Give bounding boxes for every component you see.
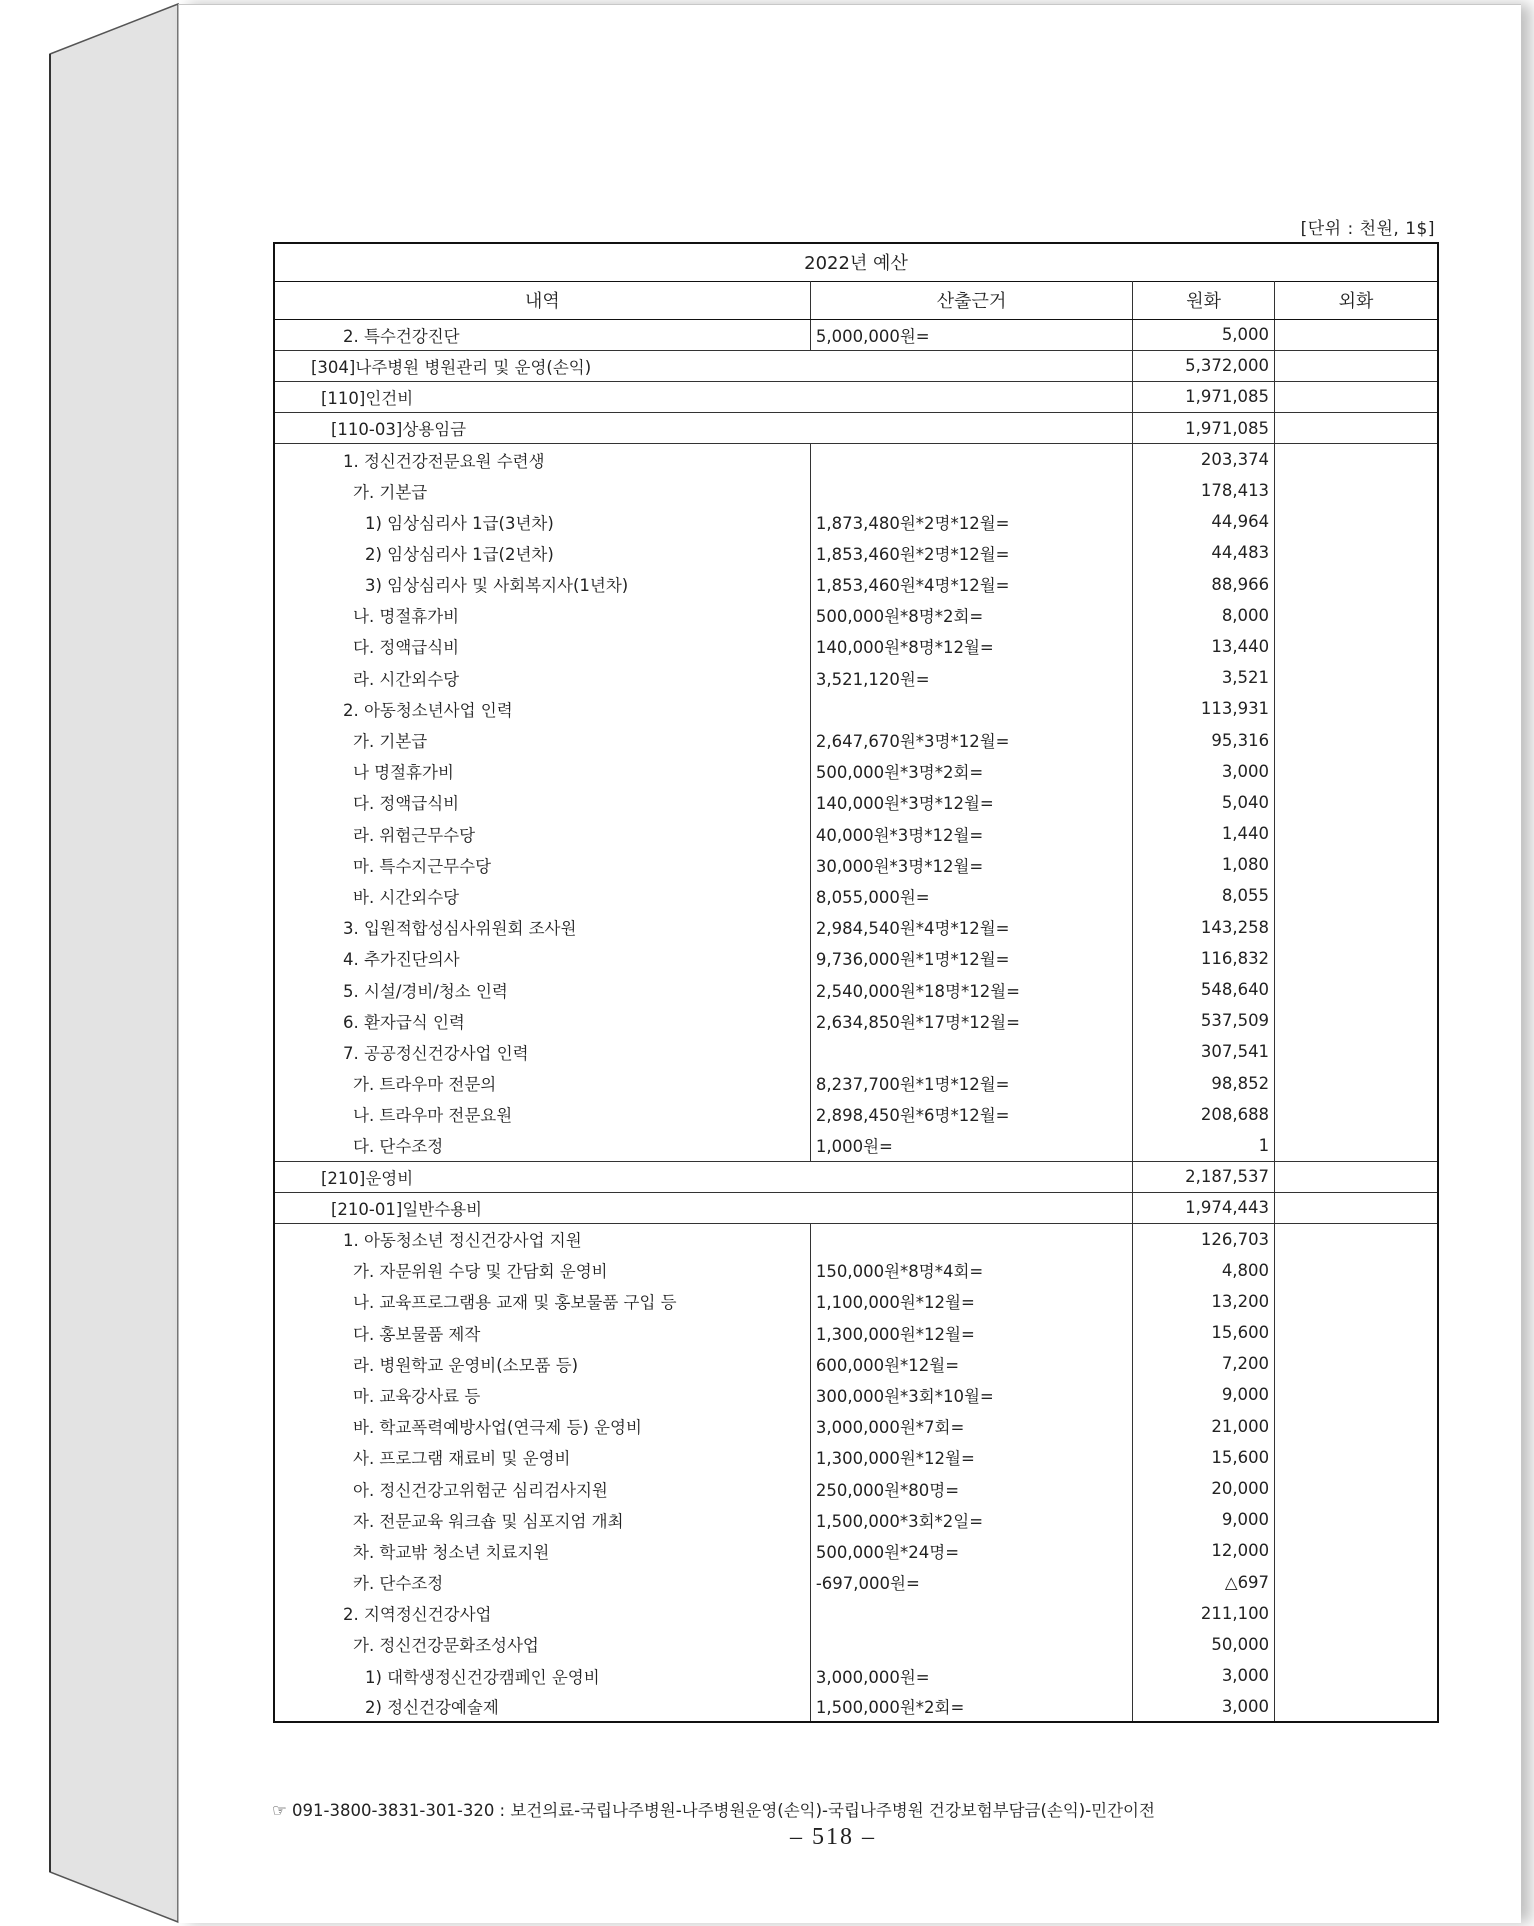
table-row (274, 1535, 1438, 1566)
row-fx-amount (1275, 1036, 1438, 1067)
row-krw-amount: 88,966 (1133, 569, 1275, 600)
row-krw-amount: 307,541 (1133, 1036, 1275, 1067)
row-krw-amount: 98,852 (1133, 1068, 1275, 1099)
row-krw-amount: 1,080 (1133, 849, 1275, 880)
row-basis (810, 475, 1132, 506)
row-basis (810, 1629, 1132, 1660)
row-fx-amount (1275, 1068, 1438, 1099)
row-basis: 1,853,460원*2명*12월= (810, 537, 1132, 568)
row-basis: 1,300,000원*12월= (810, 1317, 1132, 1348)
row-krw-amount: 3,000 (1133, 1660, 1275, 1691)
row-basis: 140,000원*3명*12월= (810, 787, 1132, 818)
table-row (274, 506, 1438, 537)
row-fx-amount (1275, 974, 1438, 1005)
table-row (274, 818, 1438, 849)
row-description: 3) 임상심리사 및 사회복지사(1년차) (274, 569, 810, 600)
row-krw-amount: 126,703 (1133, 1223, 1275, 1254)
row-description: 5. 시설/경비/청소 인력 (274, 974, 810, 1005)
row-description: 1. 정신건강전문요원 수련생 (274, 444, 810, 475)
row-fx-amount (1275, 506, 1438, 537)
row-description: 바. 학교폭력예방사업(연극제 등) 운영비 (274, 1411, 810, 1442)
row-description: 나. 교육프로그램용 교재 및 홍보물품 구입 등 (274, 1286, 810, 1317)
table-row (274, 849, 1438, 880)
budget-table (273, 242, 1439, 1723)
row-basis: 500,000원*8명*2회= (810, 600, 1132, 631)
row-fx-amount (1275, 475, 1438, 506)
row-krw-amount: 5,000 (1133, 319, 1275, 350)
row-description: 마. 교육강사료 등 (274, 1379, 810, 1410)
row-fx-amount (1275, 319, 1438, 350)
row-basis: 8,237,700원*1명*12월= (810, 1068, 1132, 1099)
table-row (274, 444, 1438, 475)
row-fx-amount (1275, 1629, 1438, 1660)
row-description: 카. 단수조정 (274, 1567, 810, 1598)
row-krw-amount: 9,000 (1133, 1504, 1275, 1535)
page-number: – 518 – (790, 1824, 876, 1850)
row-krw-amount: 44,964 (1133, 506, 1275, 537)
row-krw-amount: 8,055 (1133, 880, 1275, 911)
row-fx-amount (1275, 1348, 1438, 1379)
row-basis: 3,000,000원*7회= (810, 1411, 1132, 1442)
row-krw-amount: 203,374 (1133, 444, 1275, 475)
row-fx-amount (1275, 413, 1438, 444)
table-row (274, 724, 1438, 755)
row-basis: 2,647,670원*3명*12월= (810, 724, 1132, 755)
table-row (274, 1255, 1438, 1286)
row-description: 1) 임상심리사 1급(3년차) (274, 506, 810, 537)
row-description: 3. 입원적합성심사위원회 조사원 (274, 912, 810, 943)
row-fx-amount (1275, 912, 1438, 943)
row-krw-amount: 143,258 (1133, 912, 1275, 943)
row-description: [110-03]상용임금 (274, 413, 1133, 444)
row-description: 가. 기본급 (274, 724, 810, 755)
table-row (274, 1099, 1438, 1130)
row-fx-amount (1275, 880, 1438, 911)
row-krw-amount: 15,600 (1133, 1442, 1275, 1473)
row-krw-amount: 5,372,000 (1133, 350, 1275, 381)
row-description: 나. 명절휴가비 (274, 600, 810, 631)
row-basis (810, 1223, 1132, 1254)
row-description: 바. 시간외수당 (274, 880, 810, 911)
row-krw-amount: 4,800 (1133, 1255, 1275, 1286)
table-row (274, 475, 1438, 506)
row-basis: 1,853,460원*4명*12월= (810, 569, 1132, 600)
row-krw-amount: 113,931 (1133, 693, 1275, 724)
row-krw-amount: 7,200 (1133, 1348, 1275, 1379)
row-fx-amount (1275, 1598, 1438, 1629)
row-krw-amount: 12,000 (1133, 1535, 1275, 1566)
table-row (274, 1660, 1438, 1691)
table-row (274, 1504, 1438, 1535)
row-fx-amount (1275, 1567, 1438, 1598)
table-row (274, 787, 1438, 818)
row-krw-amount: 9,000 (1133, 1379, 1275, 1410)
table-row (274, 1130, 1438, 1161)
row-description: 2) 정신건강예술제 (274, 1691, 810, 1722)
row-krw-amount: 537,509 (1133, 1005, 1275, 1036)
header-fx: 외화 (1275, 281, 1438, 319)
row-fx-amount (1275, 1660, 1438, 1691)
table-row (274, 1379, 1438, 1410)
table-row (274, 413, 1438, 444)
table-row (274, 1192, 1438, 1223)
row-description: [210-01]일반수용비 (274, 1192, 1133, 1223)
row-krw-amount: 208,688 (1133, 1099, 1275, 1130)
row-krw-amount: 1,974,443 (1133, 1192, 1275, 1223)
table-row (274, 912, 1438, 943)
row-krw-amount: 44,483 (1133, 537, 1275, 568)
row-krw-amount: 3,000 (1133, 756, 1275, 787)
row-fx-amount (1275, 1223, 1438, 1254)
row-basis: 2,984,540원*4명*12월= (810, 912, 1132, 943)
table-row (274, 1691, 1438, 1722)
row-basis: -697,000원= (810, 1567, 1132, 1598)
table-body (274, 319, 1438, 1722)
row-description: 라. 시간외수당 (274, 662, 810, 693)
row-description: [304]나주병원 병원관리 및 운영(손익) (274, 350, 1133, 381)
row-krw-amount: 1 (1133, 1130, 1275, 1161)
budget-code-footnote: ☞ 091-3800-3831-301-320 : 보건의료-국립나주병원-나주병원운영(손익)-국립나주병원 건강보험부담금(손익)-민간이전 (272, 1801, 1155, 1820)
table-row (274, 537, 1438, 568)
table-row (274, 569, 1438, 600)
unit-label: [단위 : 천원, 1$] (1300, 219, 1435, 239)
row-fx-amount (1275, 1411, 1438, 1442)
table-row (274, 943, 1438, 974)
row-description: 2) 임상심리사 1급(2년차) (274, 537, 810, 568)
row-krw-amount: 178,413 (1133, 475, 1275, 506)
row-description: 1) 대학생정신건강캠페인 운영비 (274, 1660, 810, 1691)
row-krw-amount: 548,640 (1133, 974, 1275, 1005)
row-description: [110]인건비 (274, 381, 1133, 412)
table-row (274, 381, 1438, 412)
row-description: 2. 특수건강진단 (274, 319, 810, 350)
table-row (274, 600, 1438, 631)
row-basis: 2,540,000원*18명*12월= (810, 974, 1132, 1005)
row-krw-amount: 8,000 (1133, 600, 1275, 631)
table-row (274, 319, 1438, 350)
row-description: 7. 공공정신건강사업 인력 (274, 1036, 810, 1067)
row-fx-amount (1275, 1005, 1438, 1036)
header-basis: 산출근거 (810, 281, 1132, 319)
row-basis: 1,000원= (810, 1130, 1132, 1161)
row-basis: 140,000원*8명*12월= (810, 631, 1132, 662)
table-row (274, 1442, 1438, 1473)
row-krw-amount: 21,000 (1133, 1411, 1275, 1442)
row-description: 라. 병원학교 운영비(소모품 등) (274, 1348, 810, 1379)
row-krw-amount: 13,440 (1133, 631, 1275, 662)
row-fx-amount (1275, 943, 1438, 974)
row-basis: 1,300,000원*12월= (810, 1442, 1132, 1473)
table-row (274, 1317, 1438, 1348)
row-description: 다. 홍보물품 제작 (274, 1317, 810, 1348)
row-description: 나. 트라우마 전문요원 (274, 1099, 810, 1130)
row-description: 2. 지역정신건강사업 (274, 1598, 810, 1629)
row-basis: 250,000원*80명= (810, 1473, 1132, 1504)
table-row (274, 1629, 1438, 1660)
row-basis: 1,873,480원*2명*12월= (810, 506, 1132, 537)
row-fx-amount (1275, 818, 1438, 849)
row-krw-amount: 116,832 (1133, 943, 1275, 974)
row-description: 가. 자문위원 수당 및 간담회 운영비 (274, 1255, 810, 1286)
row-fx-amount (1275, 1379, 1438, 1410)
row-krw-amount: 1,971,085 (1133, 381, 1275, 412)
row-basis: 30,000원*3명*12월= (810, 849, 1132, 880)
row-fx-amount (1275, 444, 1438, 475)
row-fx-amount (1275, 1504, 1438, 1535)
row-fx-amount (1275, 1691, 1438, 1722)
row-fx-amount (1275, 537, 1438, 568)
table-row (274, 1567, 1438, 1598)
row-basis: 1,500,000*3회*2일= (810, 1504, 1132, 1535)
row-krw-amount: 3,000 (1133, 1691, 1275, 1722)
row-basis: 9,736,000원*1명*12월= (810, 943, 1132, 974)
row-krw-amount: 50,000 (1133, 1629, 1275, 1660)
table-row (274, 880, 1438, 911)
row-basis: 1,100,000원*12월= (810, 1286, 1132, 1317)
row-krw-amount: 1,440 (1133, 818, 1275, 849)
table-row (274, 1036, 1438, 1067)
row-basis (810, 444, 1132, 475)
table-row (274, 756, 1438, 787)
row-krw-amount: 15,600 (1133, 1317, 1275, 1348)
row-fx-amount (1275, 1317, 1438, 1348)
row-fx-amount (1275, 849, 1438, 880)
row-description: 4. 추가진단의사 (274, 943, 810, 974)
row-basis: 150,000원*8명*4회= (810, 1255, 1132, 1286)
row-basis: 3,521,120원= (810, 662, 1132, 693)
row-fx-amount (1275, 1099, 1438, 1130)
table-row (274, 693, 1438, 724)
row-description: 6. 환자급식 인력 (274, 1005, 810, 1036)
row-krw-amount: 5,040 (1133, 787, 1275, 818)
table-row (274, 1005, 1438, 1036)
table-row (274, 1348, 1438, 1379)
row-basis (810, 693, 1132, 724)
row-description: 자. 전문교육 워크숍 및 심포지엄 개최 (274, 1504, 810, 1535)
row-basis: 300,000원*3회*10월= (810, 1379, 1132, 1410)
row-fx-amount (1275, 693, 1438, 724)
row-description: 라. 위험근무수당 (274, 818, 810, 849)
header-description: 내역 (274, 281, 810, 319)
row-fx-amount (1275, 569, 1438, 600)
row-fx-amount (1275, 724, 1438, 755)
row-fx-amount (1275, 787, 1438, 818)
row-basis: 500,000원*24명= (810, 1535, 1132, 1566)
row-basis: 600,000원*12월= (810, 1348, 1132, 1379)
row-description: 마. 특수지근무수당 (274, 849, 810, 880)
row-fx-amount (1275, 1535, 1438, 1566)
table-row (274, 1411, 1438, 1442)
row-fx-amount (1275, 1130, 1438, 1161)
table-row (274, 662, 1438, 693)
row-basis (810, 1598, 1132, 1629)
row-basis (810, 1036, 1132, 1067)
table-row (274, 1286, 1438, 1317)
row-krw-amount: 95,316 (1133, 724, 1275, 755)
row-fx-amount (1275, 1161, 1438, 1192)
row-description: [210]운영비 (274, 1161, 1133, 1192)
row-fx-amount (1275, 662, 1438, 693)
row-fx-amount (1275, 1286, 1438, 1317)
row-description: 가. 기본급 (274, 475, 810, 506)
row-fx-amount (1275, 350, 1438, 381)
row-fx-amount (1275, 756, 1438, 787)
row-description: 다. 정액급식비 (274, 631, 810, 662)
row-basis: 8,055,000원= (810, 880, 1132, 911)
row-fx-amount (1275, 381, 1438, 412)
row-description: 나 명절휴가비 (274, 756, 810, 787)
row-description: 가. 정신건강문화조성사업 (274, 1629, 810, 1660)
row-description: 2. 아동청소년사업 인력 (274, 693, 810, 724)
row-basis: 500,000원*3명*2회= (810, 756, 1132, 787)
row-krw-amount: 20,000 (1133, 1473, 1275, 1504)
table-row (274, 1161, 1438, 1192)
row-fx-amount (1275, 1473, 1438, 1504)
table-row (274, 1068, 1438, 1099)
table-row (274, 631, 1438, 662)
row-description: 다. 단수조정 (274, 1130, 810, 1161)
row-basis: 5,000,000원= (810, 319, 1132, 350)
row-fx-amount (1275, 600, 1438, 631)
table-title: 2022년 예산 (804, 253, 908, 275)
row-description: 사. 프로그램 재료비 및 운영비 (274, 1442, 810, 1473)
row-basis: 3,000,000원= (810, 1660, 1132, 1691)
row-description: 가. 트라우마 전문의 (274, 1068, 810, 1099)
row-fx-amount (1275, 1255, 1438, 1286)
row-basis: 1,500,000원*2회= (810, 1691, 1132, 1722)
table-row (274, 1598, 1438, 1629)
table-row (274, 1223, 1438, 1254)
table-row (274, 974, 1438, 1005)
row-description: 차. 학교밖 청소년 치료지원 (274, 1535, 810, 1566)
row-basis: 2,898,450원*6명*12월= (810, 1099, 1132, 1130)
row-krw-amount: 1,971,085 (1133, 413, 1275, 444)
row-fx-amount (1275, 1192, 1438, 1223)
row-description: 1. 아동청소년 정신건강사업 지원 (274, 1223, 810, 1254)
table-row (274, 1473, 1438, 1504)
row-description: 다. 정액급식비 (274, 787, 810, 818)
row-krw-amount: △697 (1133, 1567, 1275, 1598)
row-fx-amount (1275, 631, 1438, 662)
row-basis: 40,000원*3명*12월= (810, 818, 1132, 849)
row-fx-amount (1275, 1442, 1438, 1473)
row-krw-amount: 2,187,537 (1133, 1161, 1275, 1192)
row-krw-amount: 211,100 (1133, 1598, 1275, 1629)
row-krw-amount: 13,200 (1133, 1286, 1275, 1317)
row-basis: 2,634,850원*17명*12월= (810, 1005, 1132, 1036)
header-krw: 원화 (1133, 281, 1275, 319)
row-krw-amount: 3,521 (1133, 662, 1275, 693)
row-description: 아. 정신건강고위험군 심리검사지원 (274, 1473, 810, 1504)
table-row (274, 350, 1438, 381)
